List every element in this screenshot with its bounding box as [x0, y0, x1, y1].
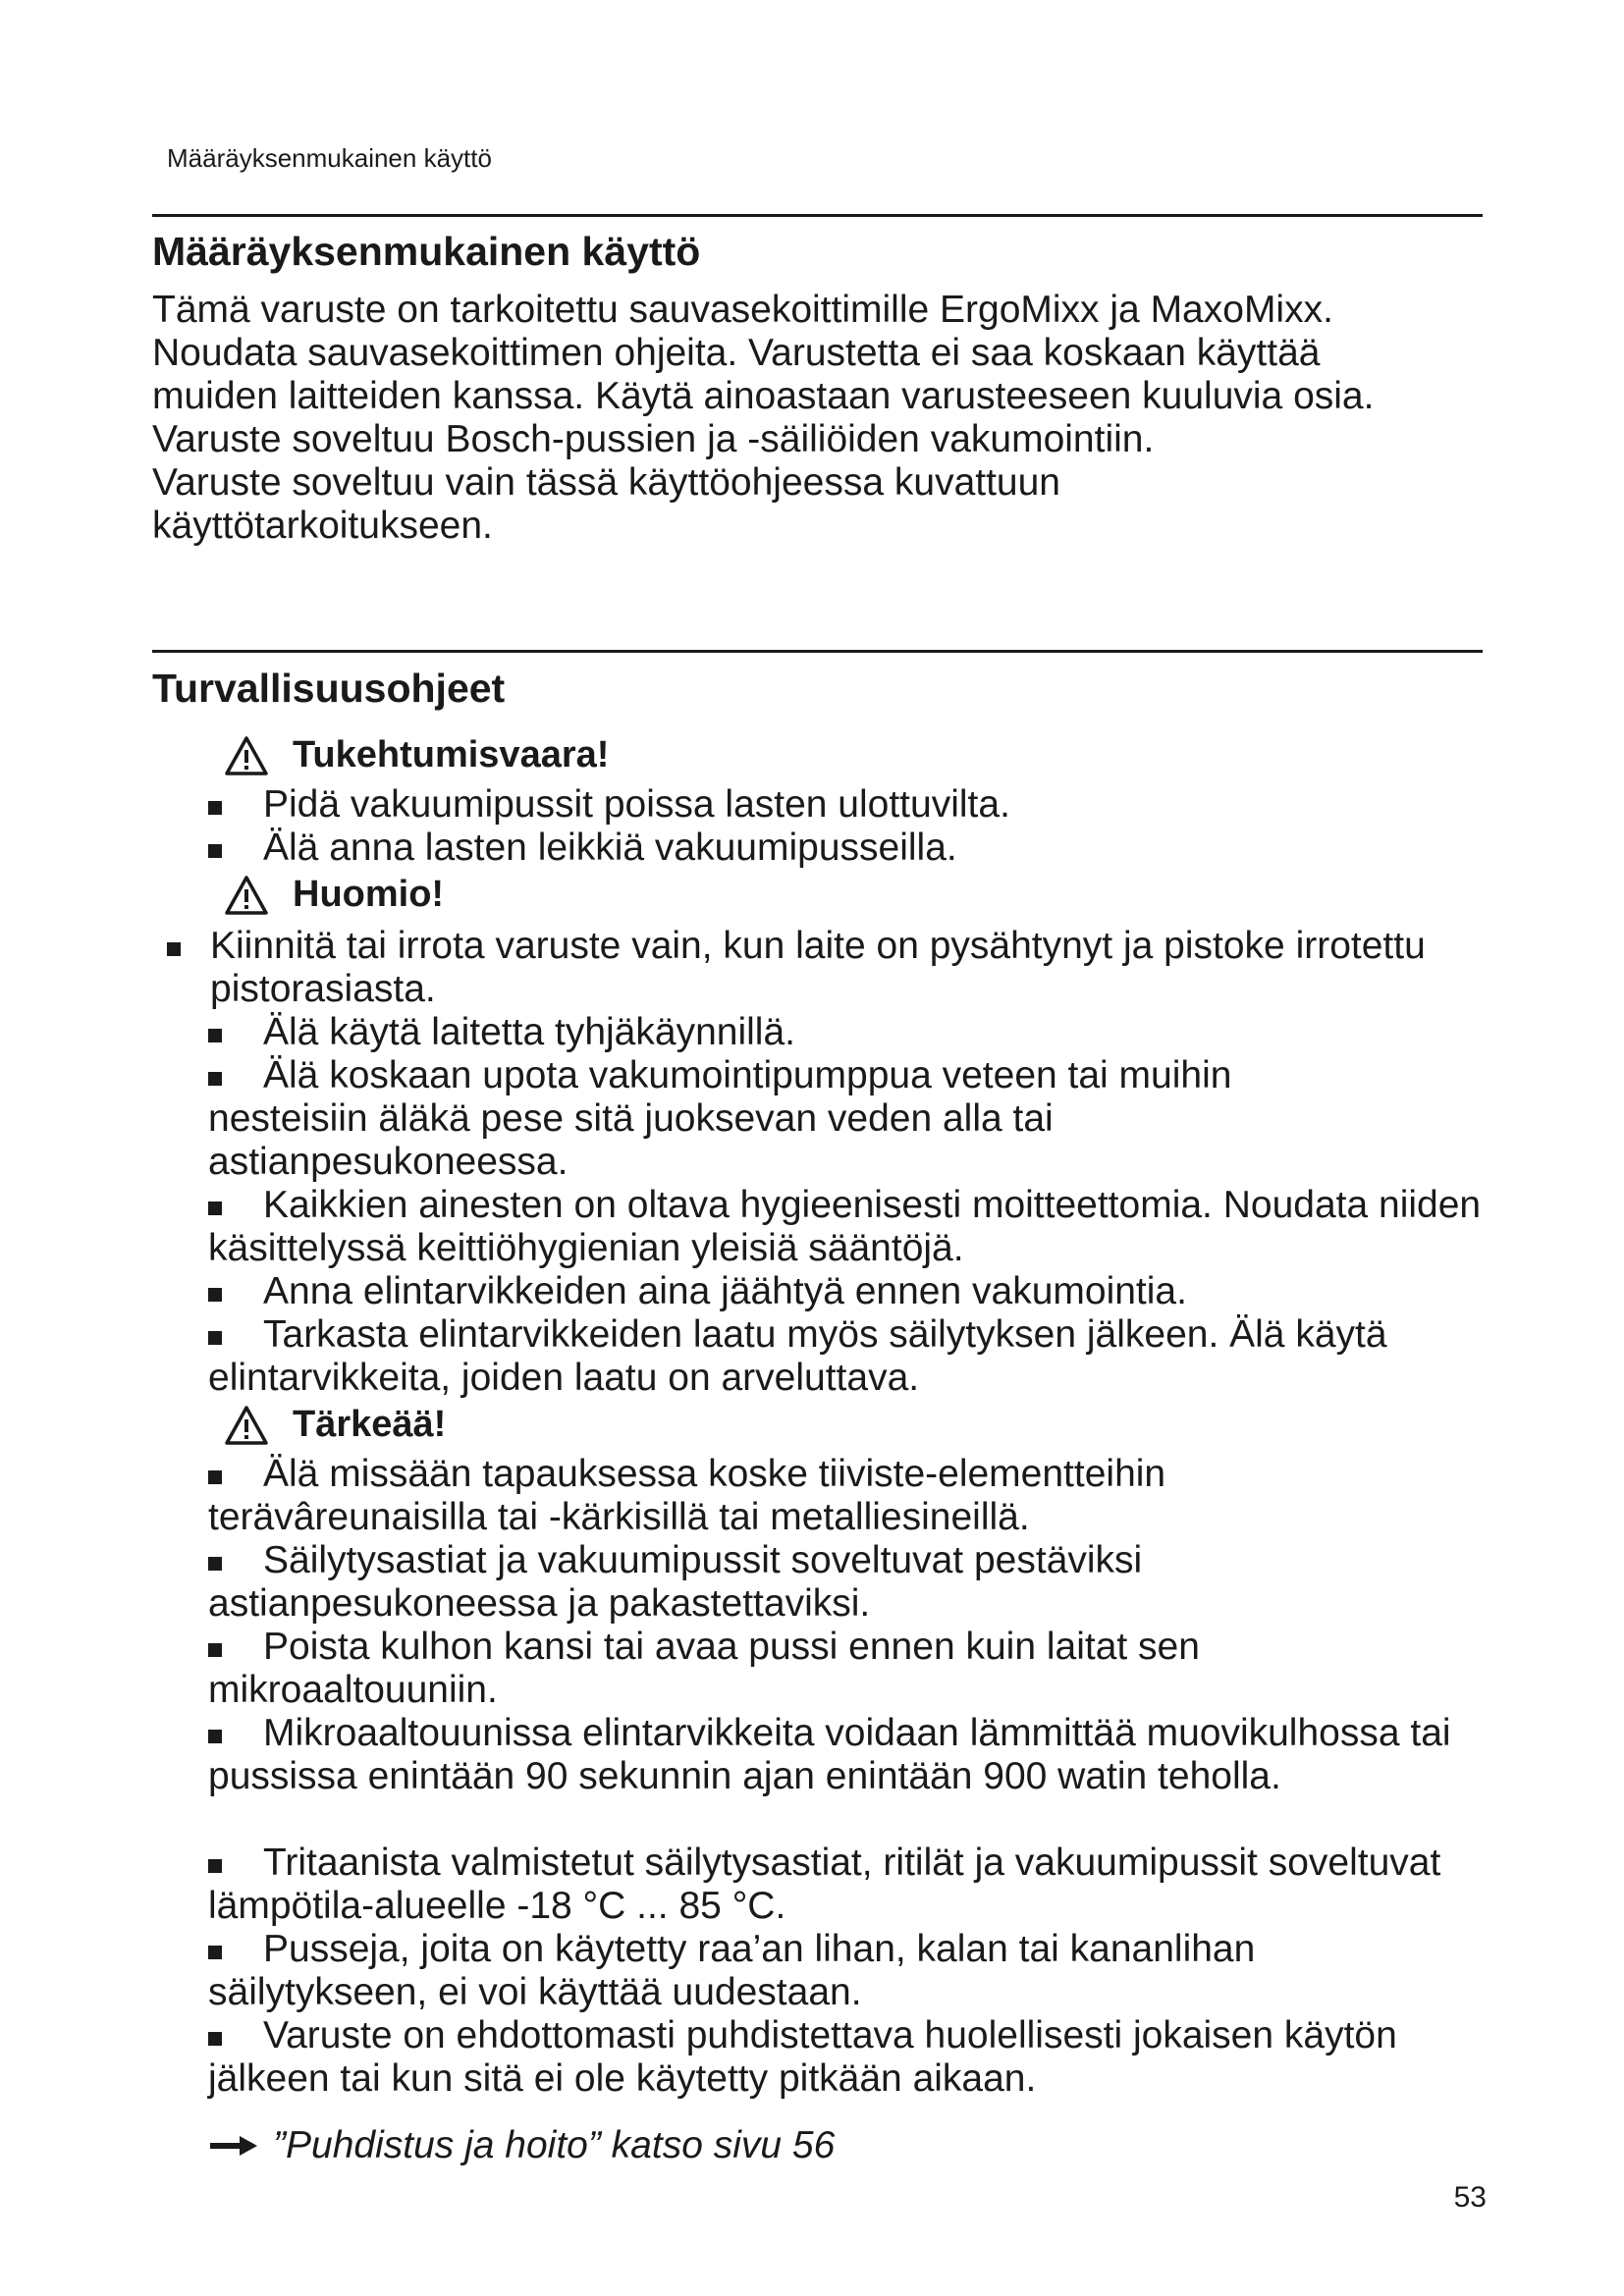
- intended-use-text: [152, 289, 1507, 548]
- list-item: Kaikkien ainesten on oltava hygieenisesti moitteettomia. Noudata niiden käsittelyssä keittiöhygienian yleisiä sääntöjä.: [208, 1184, 1482, 1269]
- list-item: Kiinnitä tai irrota varuste vain, kun laite on pysähtynyt ja pistoke irrotettu pistorasiasta.: [167, 925, 1463, 1011]
- list-item: Älä koskaan upota vakumointipumppua veteen tai muihin nesteisiin äläkä pese sitä juoksevan veden alla tai astianpesukoneessa.: [208, 1054, 1232, 1183]
- list-item: Tarkasta elintarvikkeiden laatu myös säilytyksen jälkeen. Älä käytä elintarvikkeita, joiden laatu on arveluttava.: [208, 1313, 1387, 1399]
- bullet: [208, 1029, 222, 1042]
- section-title-safety: Turvallisuusohjeet: [152, 666, 506, 711]
- paragraph: Noudata sauvasekoittimen ohjeita. Varustetta ei saa koskaan käyttää muiden laitteiden kanssa. Käytä ainoastaan varusteeseen kuuluvia osia. Varuste soveltuu Bosch-pussien ja -säiliöiden vakumointiin.: [152, 332, 1375, 460]
- arrow-right-icon: [208, 2135, 259, 2157]
- bullet: [208, 1557, 222, 1571]
- paragraph: Tämä varuste on tarkoitettu sauvasekoittimille ErgoMixx ja MaxoMixx.: [152, 289, 1333, 331]
- list-item: Pusseja, joita on käytetty raa’an lihan, kalan tai kananlihan säilytykseen, ei voi käyttää uudestaan.: [208, 1928, 1256, 2013]
- bullet: [208, 1470, 222, 1484]
- cross-reference-link[interactable]: [208, 2124, 835, 2167]
- list-item: Pidä vakuumipussit poissa lasten ulottuvilta.: [208, 783, 1485, 827]
- cross-reference-text: ”Puhdistus ja hoito” katso sivu 56: [273, 2124, 836, 2166]
- bullet: [167, 942, 181, 956]
- bullet: [208, 1730, 222, 1743]
- warning-heading: [224, 1404, 446, 1446]
- warning-heading: [224, 874, 444, 916]
- bullet: [208, 1288, 222, 1302]
- running-header: Määräyksenmukainen käyttö: [167, 143, 492, 173]
- warning-title: Huomio!: [293, 874, 445, 915]
- list-item: Varuste on ehdottomasti puhdistettava huolellisesti jokaisen käytön jälkeen tai kun sitä ei ole käytetty pitkään aikaan.: [208, 2014, 1397, 2100]
- list-item: Älä anna lasten leikkiä vakuumipusseilla.: [208, 827, 1485, 870]
- section-divider: [152, 650, 1483, 653]
- bullet: [208, 1643, 222, 1657]
- section-divider: [152, 214, 1483, 217]
- list-item: Mikroaaltouunissa elintarvikkeita voidaan lämmittää muovikulhossa tai pussissa enintään 90 sekunnin ajan enintään 900 watin teholla.: [208, 1712, 1451, 1797]
- list-item: Älä käytä laitetta tyhjäkäynnillä.: [208, 1011, 1485, 1054]
- warning-title: Tukehtumisvaara!: [293, 734, 610, 775]
- bullet: [208, 1201, 222, 1215]
- warning-heading: [224, 734, 609, 776]
- list-item: Tritaanista valmistetut säilytysastiat, ritilät ja vakuumipussit soveltuvat lämpötila-alueelle -18 °C ... 85 °C.: [208, 1842, 1441, 1927]
- bullet: [208, 801, 222, 815]
- warning-title: Tärkeää!: [293, 1404, 447, 1445]
- list-item: Poista kulhon kansi tai avaa pussi ennen kuin laitat sen mikroaaltouuniin.: [208, 1626, 1200, 1711]
- warning-triangle-icon: [224, 735, 269, 776]
- bullet: [208, 844, 222, 858]
- warning-triangle-icon: [224, 1405, 269, 1446]
- bullet: [208, 1331, 222, 1345]
- section-title-intended-use: Määräyksenmukainen käyttö: [152, 229, 701, 274]
- page-number: 53: [1453, 2181, 1487, 2214]
- bullet: [208, 1946, 222, 1959]
- bullet: [208, 1072, 222, 1086]
- warning-triangle-icon: [224, 875, 269, 916]
- paragraph: Varuste soveltuu vain tässä käyttöohjeessa kuvattuun käyttötarkoitukseen.: [152, 461, 1060, 547]
- list-item: Älä missään tapauksessa koske tiiviste-elementteihin terävâreunaisilla tai -kärkisillä tai metalliesineillä.: [208, 1453, 1166, 1538]
- bullet: [208, 2032, 222, 2046]
- list-item: Säilytysastiat ja vakuumipussit soveltuvat pestäviksi astianpesukoneessa ja pakastettaviksi.: [208, 1539, 1143, 1625]
- bullet: [208, 1859, 222, 1873]
- list-item: Anna elintarvikkeiden aina jäähtyä ennen vakumointia.: [208, 1270, 1485, 1313]
